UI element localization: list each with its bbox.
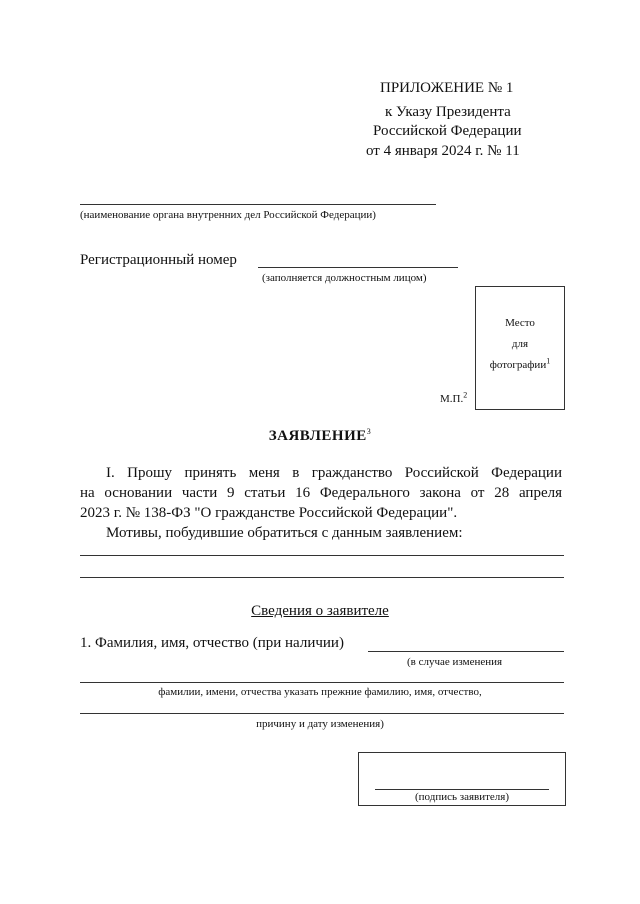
- registration-label: Регистрационный номер: [80, 252, 237, 268]
- motives-label: Мотивы, побудившие обратиться с данным заявлением:: [106, 525, 463, 541]
- motives-field-line-2[interactable]: [80, 577, 564, 578]
- photo-footnote: 1: [546, 356, 551, 366]
- decree-date: от 4 января 2024 г. № 11: [366, 143, 520, 159]
- registration-caption: (заполняется должностным лицом): [262, 272, 427, 284]
- motives-field-line-1[interactable]: [80, 555, 564, 556]
- name-change-caption-3: причину и дату изменения): [256, 718, 384, 730]
- request-line-1: I. Прошу принять меня в гражданство Российской Федерации: [106, 465, 562, 481]
- photo-label-line1: Место: [505, 317, 535, 329]
- signature-caption: (подпись заявителя): [414, 791, 510, 803]
- authority-field-line[interactable]: [80, 204, 436, 205]
- request-line-2: на основании части 9 статьи 16 Федерального закона от 28 апреля: [80, 485, 562, 501]
- signature-field-line[interactable]: [375, 789, 549, 790]
- registration-field-line[interactable]: [258, 267, 458, 268]
- authority-caption: (наименование органа внутренних дел Российской Федерации): [80, 209, 376, 221]
- name-change-caption-2: фамилии, имени, отчества указать прежние фамилию, имя, отчество,: [158, 686, 482, 698]
- applicant-name-field-line[interactable]: [368, 651, 564, 652]
- name-change-caption-1: (в случае изменения: [407, 656, 503, 668]
- title-footnote: 3: [366, 427, 372, 436]
- photo-label-line3: [476, 356, 564, 371]
- photo-label-text: фотографии: [489, 359, 547, 371]
- photo-box[interactable]: [475, 286, 565, 410]
- appendix-number: ПРИЛОЖЕНИЕ № 1: [380, 80, 514, 96]
- previous-name-field-line-2[interactable]: [80, 713, 564, 714]
- document-title-text: ЗАЯВЛЕНИЕ: [268, 428, 367, 444]
- document-title: [0, 428, 640, 445]
- request-line-3: 2023 г. № 138-ФЗ "О гражданстве Российской Федерации".: [80, 505, 458, 521]
- signature-box[interactable]: [358, 752, 566, 806]
- decree-federation: Российской Федерации: [373, 123, 522, 139]
- photo-label-line2: для: [511, 338, 529, 350]
- stamp-footnote: 2: [463, 390, 468, 400]
- stamp-text: М.П.: [440, 393, 464, 405]
- previous-name-field-line-1[interactable]: [80, 682, 564, 683]
- stamp-label: [440, 390, 468, 405]
- applicant-heading: Сведения о заявителе: [251, 603, 389, 619]
- applicant-name-label: 1. Фамилия, имя, отчество (при наличии): [80, 635, 344, 651]
- decree-reference: к Указу Президента: [385, 104, 511, 120]
